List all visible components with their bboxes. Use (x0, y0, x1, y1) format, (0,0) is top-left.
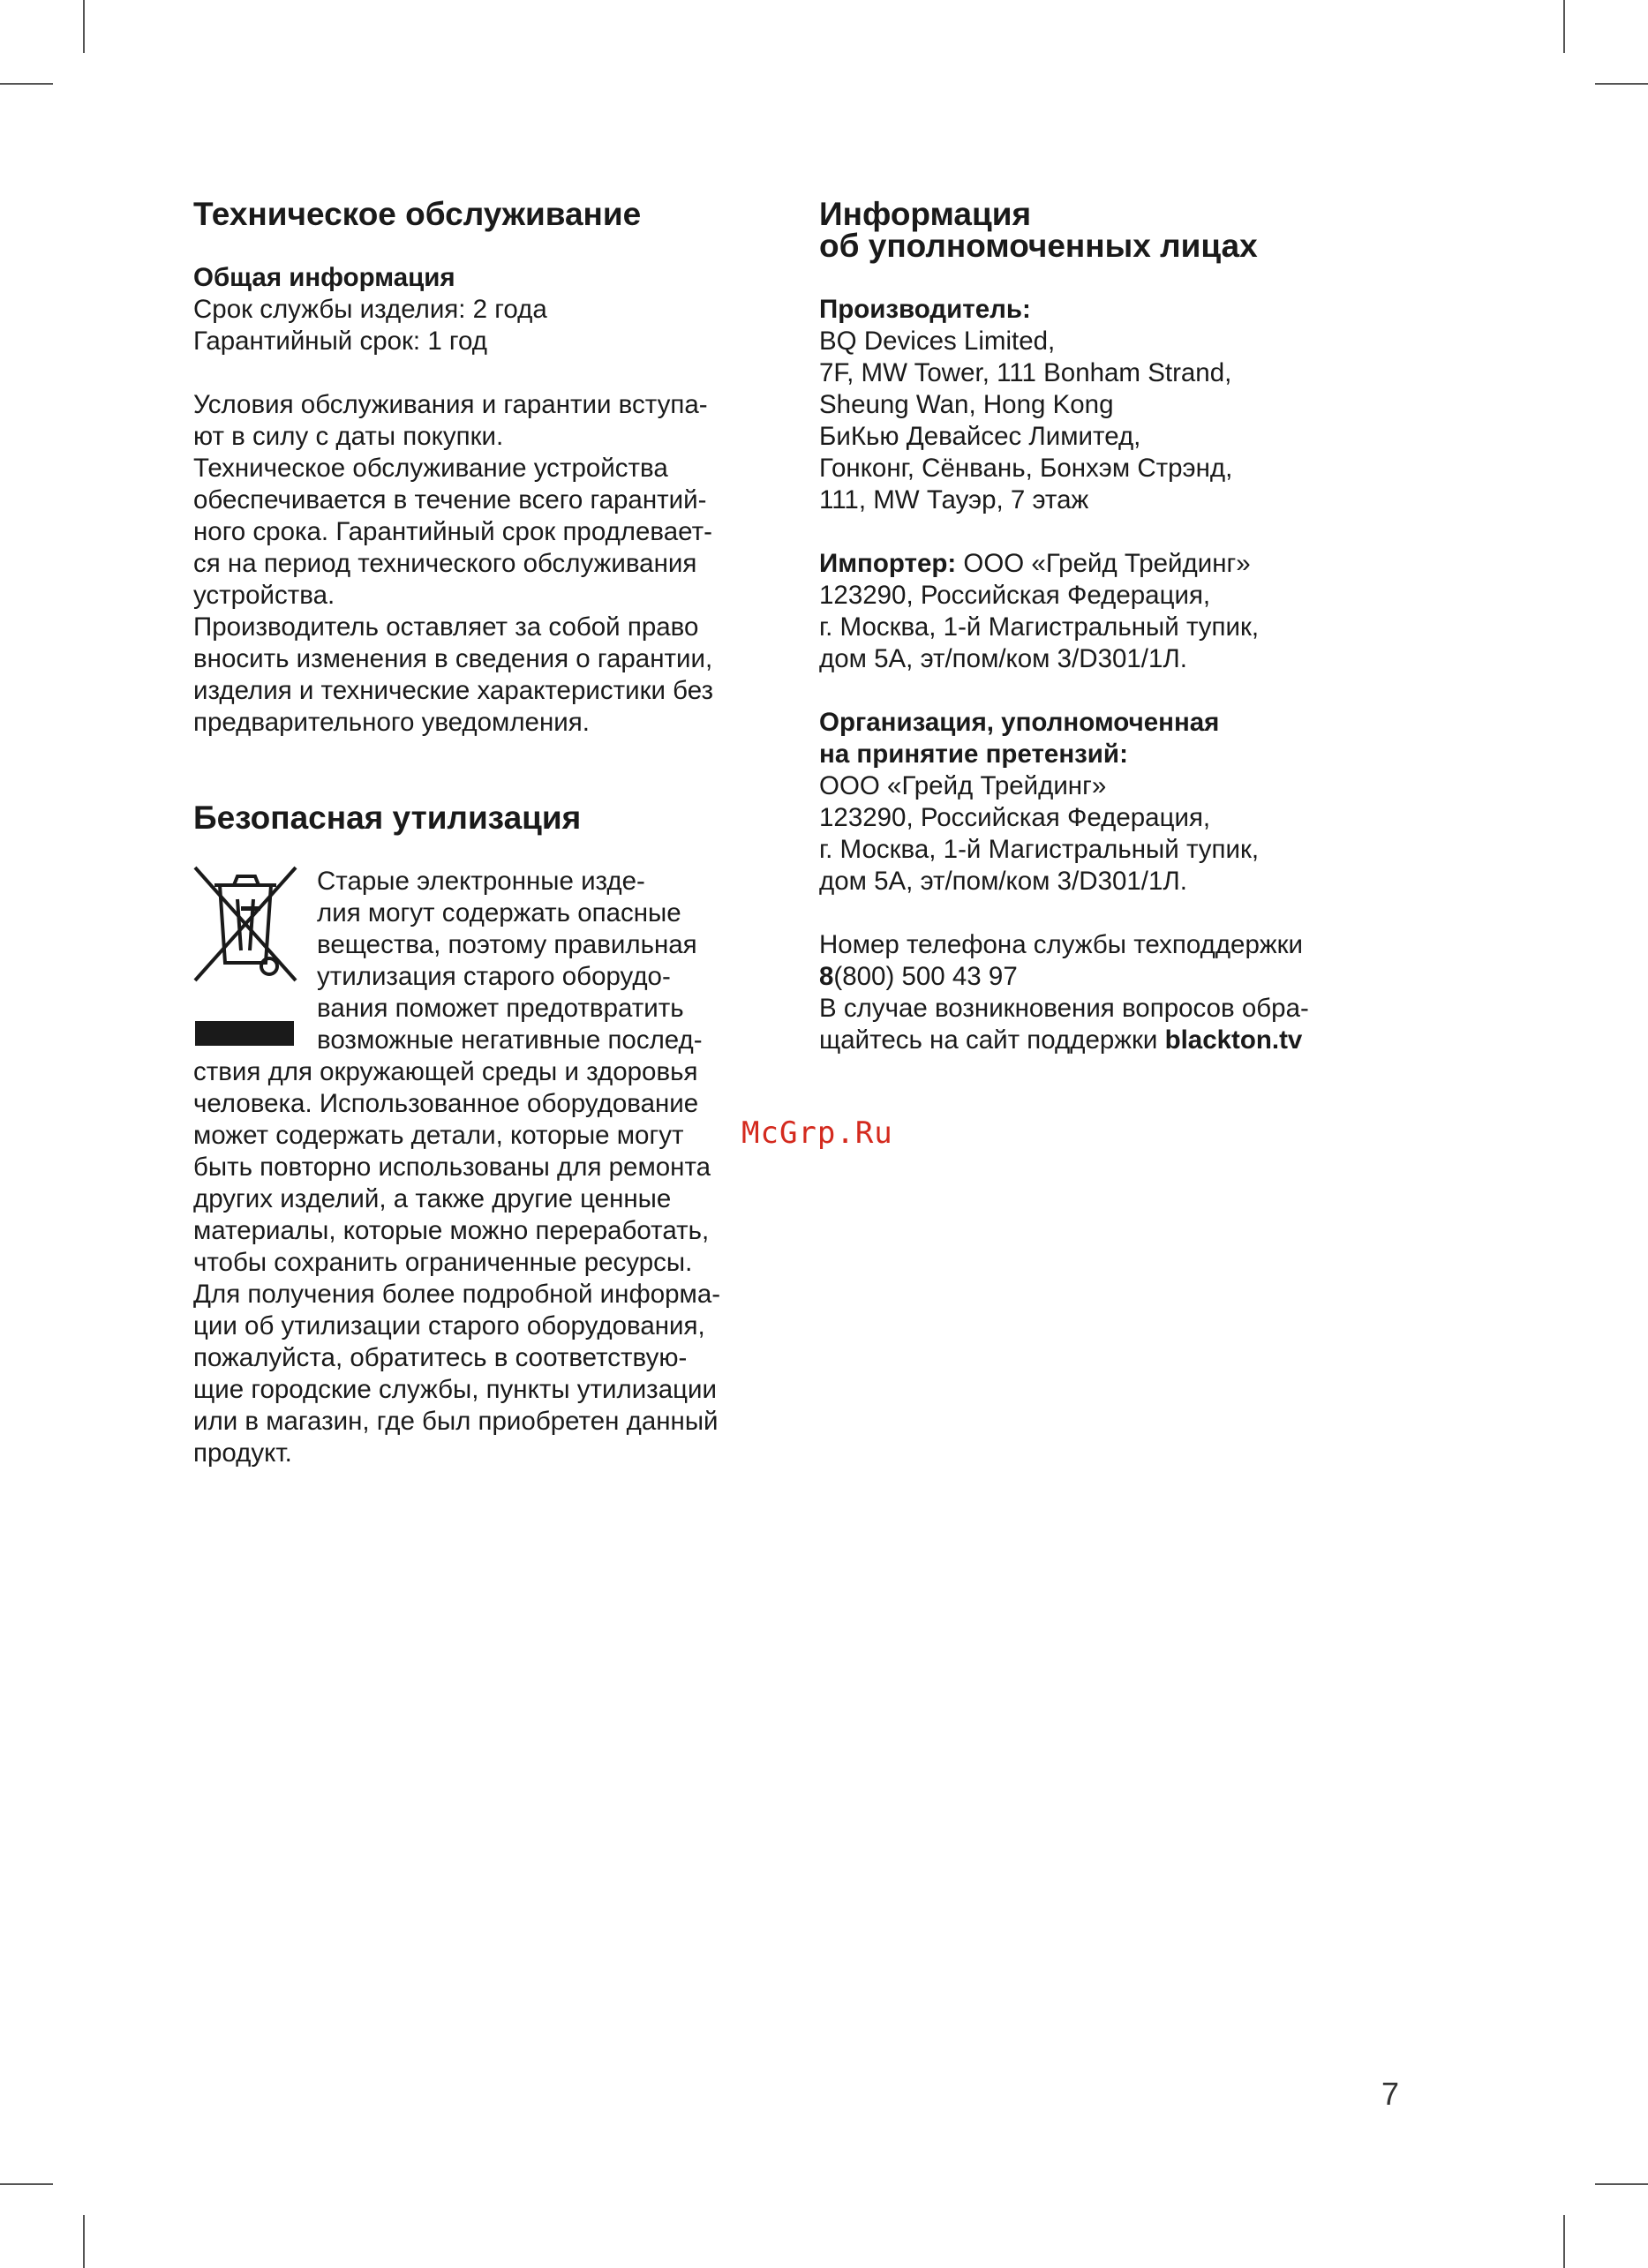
left-column (193, 196, 776, 1469)
text-line: Гонконг, Сёнвань, Бонхэм Стрэнд, (819, 454, 1233, 483)
text-line: лия могут содержать опасные (317, 898, 681, 927)
watermark: McGrp.Ru (741, 1115, 893, 1151)
manufacturer-label: Производитель: (819, 295, 1031, 324)
claims-org-label-line2: на принятие претензий: (819, 740, 1128, 769)
text-line: Техническое обслуживание устройства (193, 454, 668, 483)
crop-mark (0, 2183, 53, 2185)
text-line: BQ Devices Limited, (819, 327, 1056, 356)
contact-line: В случае возникновения вопросов обра- (819, 994, 1309, 1023)
text-line: Производитель оставляет за собой право (193, 612, 699, 642)
claims-org-label-line1: Организация, уполномоченная (819, 708, 1220, 737)
phone-number: (800) 500 43 97 (833, 962, 1018, 991)
text-line: других изделий, а также другие ценные (193, 1184, 672, 1213)
text-line: изделия и технические характеристики без (193, 676, 714, 705)
text-line: или в магазин, где был приобретен данный (193, 1407, 719, 1436)
text-line: Для получения более подробной информа- (193, 1280, 721, 1309)
disposal-title: Безопасная утилизация (193, 800, 582, 836)
text-line: предварительного уведомления. (193, 708, 590, 737)
text-line: Sheung Wan, Hong Kong (819, 390, 1114, 419)
crossed-out-wheelie-bin-icon (193, 866, 297, 1048)
phone-prefix: 8 (819, 962, 834, 991)
text-line: 111, MW Тауэр, 7 этаж (819, 485, 1089, 514)
text-line: обеспечивается в течение всего гарантий- (193, 485, 707, 514)
importer-label: Импортер: (819, 549, 957, 578)
text-line: утилизация старого оборудо- (317, 962, 671, 991)
crop-mark (1563, 0, 1565, 53)
text-line: БиКью Девайсес Лимитед, (819, 422, 1141, 451)
authorized-persons-title-line2: об уполномоченных лицах (819, 228, 1258, 264)
text-line: устройства. (193, 581, 335, 610)
text-line: может содержать детали, которые могут (193, 1121, 684, 1150)
text-line: возможные негативные послед- (317, 1025, 703, 1055)
crop-mark (1595, 2183, 1648, 2185)
crop-mark (1595, 83, 1648, 85)
crop-mark (1563, 2215, 1565, 2268)
crop-mark (83, 0, 85, 53)
authorized-persons-title-line1: Информация (819, 196, 1032, 232)
text-line: быть повторно использованы для ремонта (193, 1153, 711, 1182)
text-line: ся на период технического обслуживания (193, 549, 697, 578)
contact-prefix: щайтесь на сайт поддержки (819, 1025, 1165, 1055)
text-line: 7F, MW Tower, 111 Bonham Strand, (819, 358, 1232, 387)
text-line: продукт. (193, 1438, 292, 1468)
importer-line (819, 548, 1490, 580)
warranty-line: Гарантийный срок: 1 год (193, 327, 488, 356)
text-line: ствия для окружающей среды и здоровья (193, 1057, 698, 1086)
text-line: ют в силу с даты покупки. (193, 422, 504, 451)
text-line: ции об утилизации старого оборудования, (193, 1311, 705, 1341)
crop-mark (83, 2215, 85, 2268)
text-line: щие городские службы, пункты утилизации (193, 1375, 717, 1404)
general-info-heading: Общая информация (193, 263, 455, 292)
text-line: материалы, которые можно переработать, (193, 1216, 710, 1245)
support-phone (819, 961, 1490, 993)
text-line: г. Москва, 1-й Магистральный тупик, (819, 612, 1260, 642)
page-number: 7 (1381, 2076, 1400, 2112)
text-line: человека. Использованное оборудование (193, 1089, 699, 1118)
maintenance-title: Техническое обслуживание (193, 196, 642, 232)
text-line: дом 5А, эт/пом/ком 3/D301/1Л. (819, 867, 1187, 896)
support-phone-label: Номер телефона службы техподдержки (819, 930, 1303, 959)
warranty-conditions (193, 389, 776, 739)
text-line: вещества, поэтому правильная (317, 930, 697, 959)
text-line: ного срока. Гарантийный срок продлевает- (193, 517, 712, 546)
support-website-link[interactable]: blackton.tv (1164, 1025, 1303, 1055)
crop-mark (0, 83, 53, 85)
disposal-section (193, 866, 776, 1469)
text-line: пожалуйста, обратитесь в соответствую- (193, 1343, 688, 1372)
service-life-line: Срок службы изделия: 2 года (193, 295, 547, 324)
contact-line (819, 1025, 1490, 1056)
text-line: ООО «Грейд Трейдинг» (819, 771, 1107, 800)
text-line: г. Москва, 1-й Магистральный тупик, (819, 835, 1260, 864)
text-line: 123290, Российская Федерация, (819, 581, 1211, 610)
right-column (819, 196, 1490, 1056)
text-line: чтобы сохранить ограниченные ресурсы. (193, 1248, 693, 1277)
text-line: Старые электронные изде- (317, 867, 645, 896)
text-line: 123290, Российская Федерация, (819, 803, 1211, 832)
importer-name: ООО «Грейд Трейдинг» (956, 549, 1251, 578)
text-line: дом 5А, эт/пом/ком 3/D301/1Л. (819, 644, 1187, 673)
text-line: Условия обслуживания и гарантии вступа- (193, 390, 708, 419)
text-line: вносить изменения в сведения о гарантии, (193, 644, 713, 673)
text-line: вания поможет предотвратить (317, 994, 684, 1023)
